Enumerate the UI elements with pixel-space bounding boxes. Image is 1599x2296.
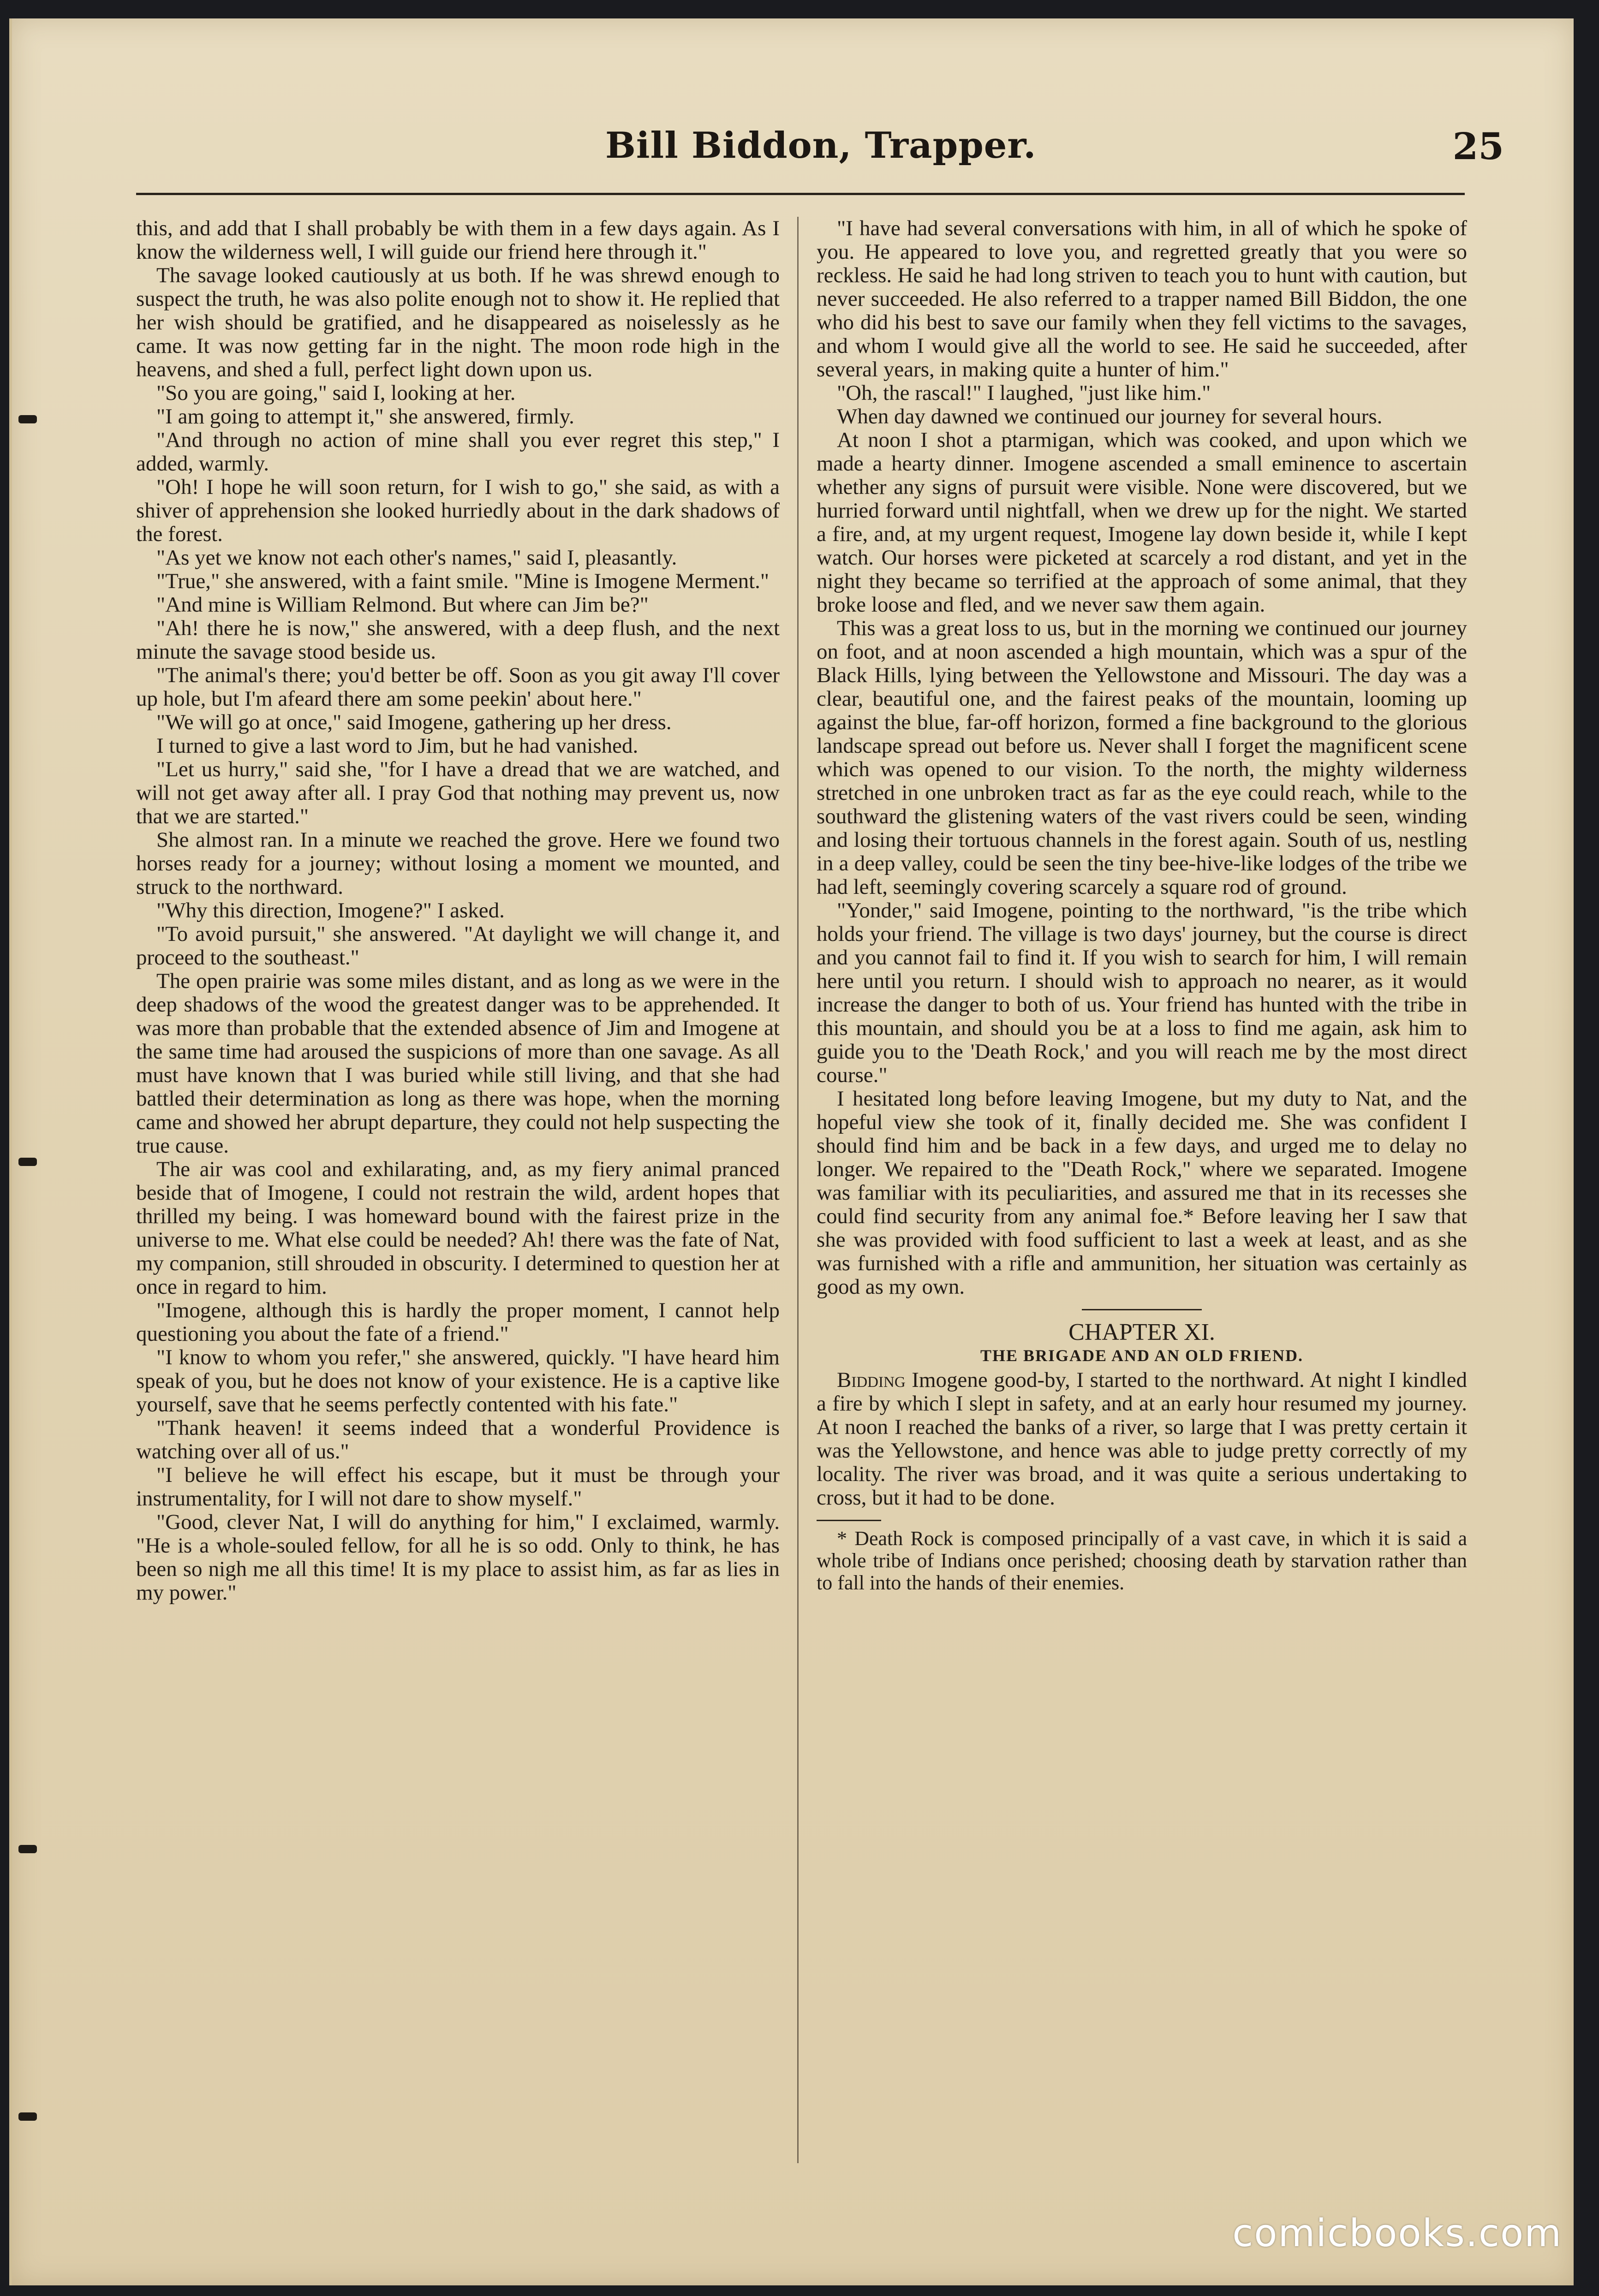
- paragraph: This was a great loss to us, but in the morning we continued our journey on foot, and at noon ascended a high mountain, which was a spur of the Black Hills, lying between the Yellowstone and Missouri. The day was a clear, beautiful one, and the fairest peaks of the mountain, looming up against the blue, far-off horizon, formed a fine background to the glorious landscape spread out before us. Never shall I forget the magnificent scene which was opened to our vision. To the north, the mighty wilderness stretched in one unbroken tract as far as the eye could reach, while to the southward the glistening waters of the vast rivers could be seen, winding and losing their tortuous channels in the forest again. South of us, nestling in a deep valley, could be seen the tiny bee-hive-like lodges of the tribe we had left, seemingly covering scarcely a square rod of ground.: [817, 616, 1467, 899]
- paragraph: When day dawned we continued our journey for several hours.: [837, 404, 1383, 428]
- paragraph: "I know to whom you refer," she answered, quickly. "I have heard him speak of you, but he does not know of your existence. He is a captive like yourself, save that he seems perfectly contented with his fate.": [136, 1345, 780, 1416]
- paragraph: The open prairie was some miles distant, and as long as we were in the deep shadows of the wood the greatest danger was to be apprehended. It was more than probable that the extended absence of Jim and Imogene at the same time had aroused the suspicions of more than one savage. As all must have known that I was buried while still living, and that she had battled their determination as long as there was hope, when the morning came and showed her abrupt departure, they could not help suspecting the true cause.: [136, 969, 780, 1158]
- staple: [18, 415, 37, 423]
- paragraph: "So you are going," said I, looking at her.: [156, 381, 516, 405]
- header-rule: [136, 193, 1465, 195]
- chapter-heading: CHAPTER XI.: [1068, 1319, 1215, 1345]
- paragraph: "Yonder," said Imogene, pointing to the northward, "is the tribe which holds your friend. The village is two days' journey, but the course is direct and you cannot fail to find it. If you wish to search for him, I will remain here until you return. I should wish to approach no nearer, as it would increase the danger to both of us. Your friend has hunted with the tribe in this mountain, and should you be at a loss to find me again, ask him to guide you to the 'Death Rock,' and you will reach me by the most direct course.": [817, 898, 1467, 1087]
- paragraph: "Oh! I hope he will soon return, for I wish to go," she said, as with a shiver of apprehension she looked hurriedly about in the dark shadows of the forest.: [136, 475, 780, 546]
- paragraph: The air was cool and exhilarating, and, as my fiery animal pranced beside that of Imogene, I could not restrain the wild, ardent hopes that thrilled my being. I was homeward bound with the fairest prize in the universe to me. What else could be needed? Ah! there was the fate of Nat, my companion, still shrouded in obscurity. I determined to question her at once in regard to him.: [136, 1157, 780, 1299]
- paragraph: "Let us hurry," said she, "for I have a dread that we are watched, and will not get away after all. I pray God that nothing may prevent us, now that we are started.": [136, 757, 780, 828]
- staple: [18, 2112, 37, 2121]
- running-title: Bill Biddon, Trapper.: [605, 125, 1037, 167]
- watermark: comicbooks.com: [1232, 2212, 1562, 2255]
- paragraph: "To avoid pursuit," she answered. "At daylight we will change it, and proceed to the southeast.": [136, 922, 780, 970]
- paragraph: "Oh, the rascal!" I laughed, "just like him.": [837, 381, 1211, 405]
- footnote-rule: [817, 1520, 881, 1521]
- staple: [18, 1158, 37, 1166]
- paragraph: "True," she answered, with a faint smile. "Mine is Imogene Merment.": [156, 569, 770, 593]
- paragraph: "Good, clever Nat, I will do anything for him," I exclaimed, warmly. "He is a whole-souled fellow, for all he is so odd. Only to think, he has been so nigh me all this time! It is my place to assist him, as far as lies in my power.": [136, 1510, 780, 1605]
- paragraph: this, and add that I shall probably be with them in a few days again. As I know the wilderness well, I will guide our friend here through it.": [136, 217, 780, 264]
- chapter-rule: [1082, 1309, 1202, 1310]
- running-header: [134, 125, 1504, 180]
- paragraph: "We will go at once," said Imogene, gathering up her dress.: [156, 710, 672, 734]
- chapter-first-paragraph: [817, 1368, 1467, 1510]
- page-number: 25: [1452, 125, 1504, 168]
- paragraph: "I am going to attempt it," she answered, firmly.: [156, 404, 574, 428]
- paragraph: At noon I shot a ptarmigan, which was cooked, and upon which we made a hearty dinner. Imogene ascended a small eminence to ascertain whether any signs of pursuit were visible. None were discovered, but we hurried forward until nightfall, when we drew up for the night. We started a fire, and, at my urgent request, Imogene lay down beside it, while I kept watch. Our horses were picketed at scarcely a rod distant, and yet in the night they became so terrified at the approach of some animal, that they broke loose and fled, and we never saw them again.: [817, 428, 1467, 617]
- paragraph: "And mine is William Relmond. But where can Jim be?": [156, 593, 649, 617]
- right-column: [817, 217, 1467, 2163]
- paragraph: "Imogene, although this is hardly the proper moment, I cannot help questioning you about the fate of a friend.": [136, 1298, 780, 1346]
- paragraph: "And through no action of mine shall you ever regret this step," I added, warmly.: [136, 428, 780, 476]
- paragraph: "Thank heaven! it seems indeed that a wonderful Providence is watching over all of us.": [136, 1416, 780, 1463]
- paragraph: "I believe he will effect his escape, but it must be through your instrumentality, for I will not dare to show myself.": [136, 1463, 780, 1511]
- paragraph: "Ah! there he is now," she answered, with a deep flush, and the next minute the savage stood beside us.: [136, 616, 780, 664]
- paragraph: She almost ran. In a minute we reached the grove. Here we found two horses ready for a journey; without losing a moment we mounted, and struck to the northward.: [136, 828, 780, 899]
- footnote: * Death Rock is composed principally of a vast cave, in which it is said a whole tribe of Indians once perished; choosing death by starvation rather than to fall into the hands of their enemies.: [817, 1527, 1467, 1594]
- paragraph: "The animal's there; you'd better be off. Soon as you git away I'll cover up hole, but I'm afeard there am some peekin' about here.": [136, 663, 780, 711]
- column-divider: [797, 217, 799, 2163]
- paragraph: "Why this direction, Imogene?" I asked.: [156, 898, 505, 922]
- chapter-subtitle: THE BRIGADE AND AN OLD FRIEND.: [980, 1346, 1304, 1365]
- paragraph: "As yet we know not each other's names," said I, pleasantly.: [156, 546, 677, 570]
- paragraph: I turned to give a last word to Jim, but he had vanished.: [156, 734, 638, 758]
- chapter-paragraph-text: Imogene good-by, I started to the northward. At night I kindled a fire by which I slept in safety, and at an early hour resumed my journey. At noon I reached the banks of a river, so large that I was pretty certain it was the Yellowstone, and hence was able to judge pretty correctly of my locality. The river was broad, and it was quite a serious undertaking to cross, but it had to be done.: [817, 1368, 1467, 1510]
- chapter-lead-word: Bidding: [837, 1368, 906, 1392]
- paragraph: I hesitated long before leaving Imogene, but my duty to Nat, and the hopeful view she took of it, finally decided me. She was confident I should find him and be back in a few days, and urged me to delay no longer. We repaired to the "Death Rock," where we separated. Imogene was familiar with its peculiarities, and assured me that in its recesses she could find security from any animal foe.* Before leaving her I saw that she was provided with food sufficient to last a week at least, and as she was furnished with a rifle and ammunition, her situation was certainly as good as my own.: [817, 1087, 1467, 1299]
- left-column: [136, 217, 780, 2163]
- paragraph: The savage looked cautiously at us both. If he was shrewd enough to suspect the truth, he was also polite enough not to show it. He replied that her wish should be gratified, and he disappeared as noiselessly as he came. It was now getting far in the night. The moon rode high in the heavens, and shed a full, perfect light down upon us.: [136, 263, 780, 381]
- staple: [18, 1845, 37, 1853]
- paragraph: "I have had several conversations with him, in all of which he spoke of you. He appeared to love you, and regretted greatly that you were so reckless. He said he had long striven to teach you to hunt with caution, but never succeeded. He also referred to a trapper named Bill Biddon, the one who did his best to save our family when they fell victims to the savages, and whom I would give all the world to see. He said he succeeded, after several years, in making quite a hunter of him.": [817, 217, 1467, 381]
